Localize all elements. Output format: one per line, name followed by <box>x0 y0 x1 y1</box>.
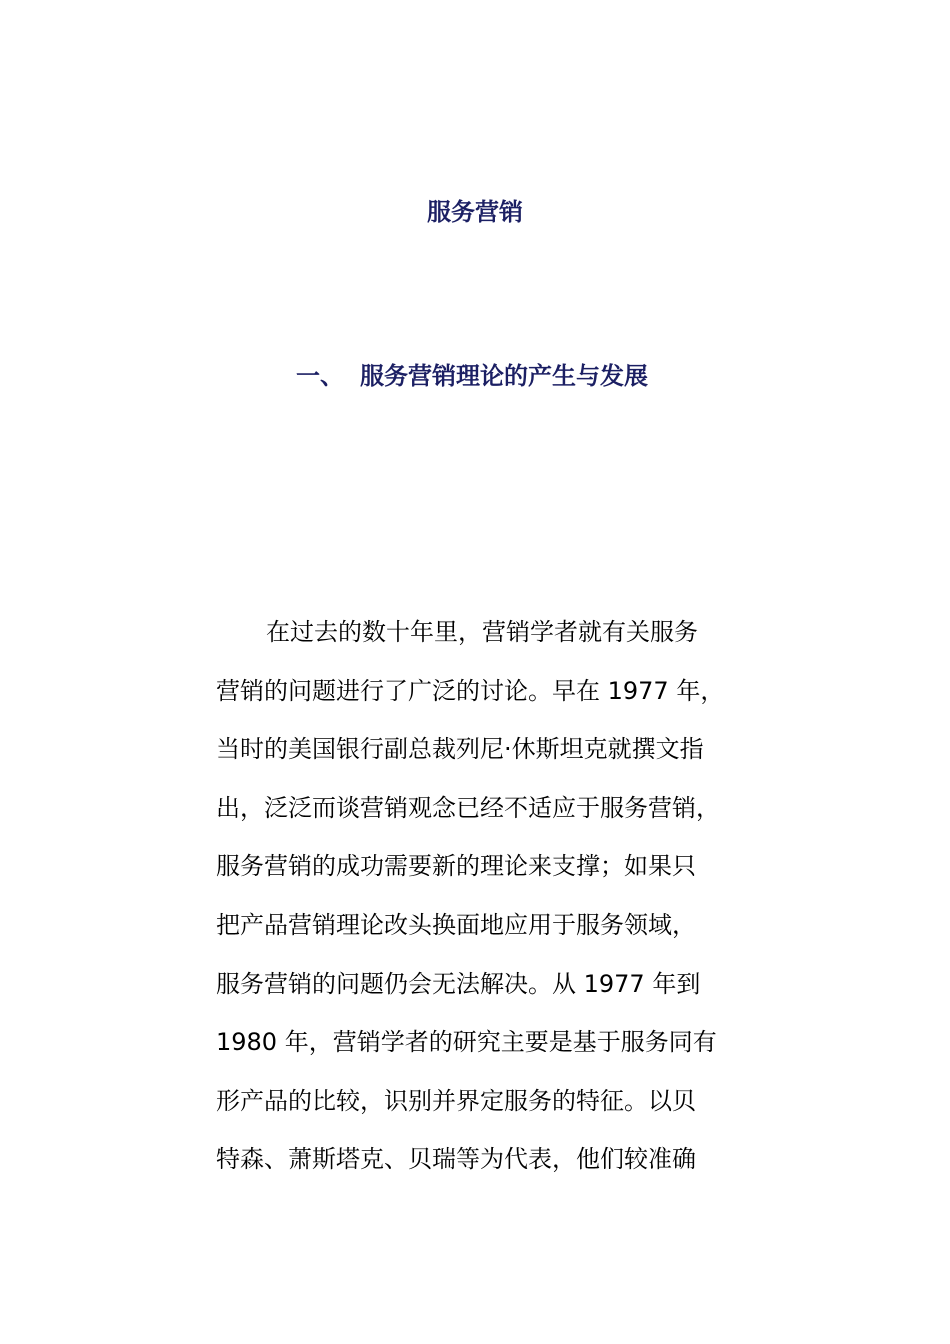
paragraph-line: 形产品的比较，识别并界定服务的特征。以贝 <box>216 1086 696 1115</box>
document-title: 服务营销 <box>427 198 523 226</box>
section-number: 一、 <box>296 362 344 390</box>
paragraph-line: 当时的美国银行副总裁列尼·休斯坦克就撰文指 <box>216 735 704 764</box>
section-heading <box>296 360 648 392</box>
paragraph-line: 1980 年，营销学者的研究主要是基于服务同有 <box>216 1028 717 1057</box>
paragraph-line: 在过去的数十年里，营销学者就有关服务 <box>266 618 698 646</box>
paragraph-line: 特森、萧斯塔克、贝瑞等为代表，他们较准确 <box>216 1145 696 1174</box>
section-title: 服务营销理论的产生与发展 <box>360 362 648 390</box>
body-paragraph <box>216 612 756 1198</box>
paragraph-line: 把产品营销理论改头换面地应用于服务领域， <box>216 910 696 939</box>
paragraph-line: 出，泛泛而谈营销观念已经不适应于服务营销， <box>216 793 720 822</box>
paragraph-line: 服务营销的成功需要新的理论来支撑；如果只 <box>216 852 696 881</box>
paragraph-line: 营销的问题进行了广泛的讨论。早在 1977 年， <box>216 676 725 705</box>
paragraph-line: 服务营销的问题仍会无法解决。从 1977 年到 <box>216 969 701 998</box>
